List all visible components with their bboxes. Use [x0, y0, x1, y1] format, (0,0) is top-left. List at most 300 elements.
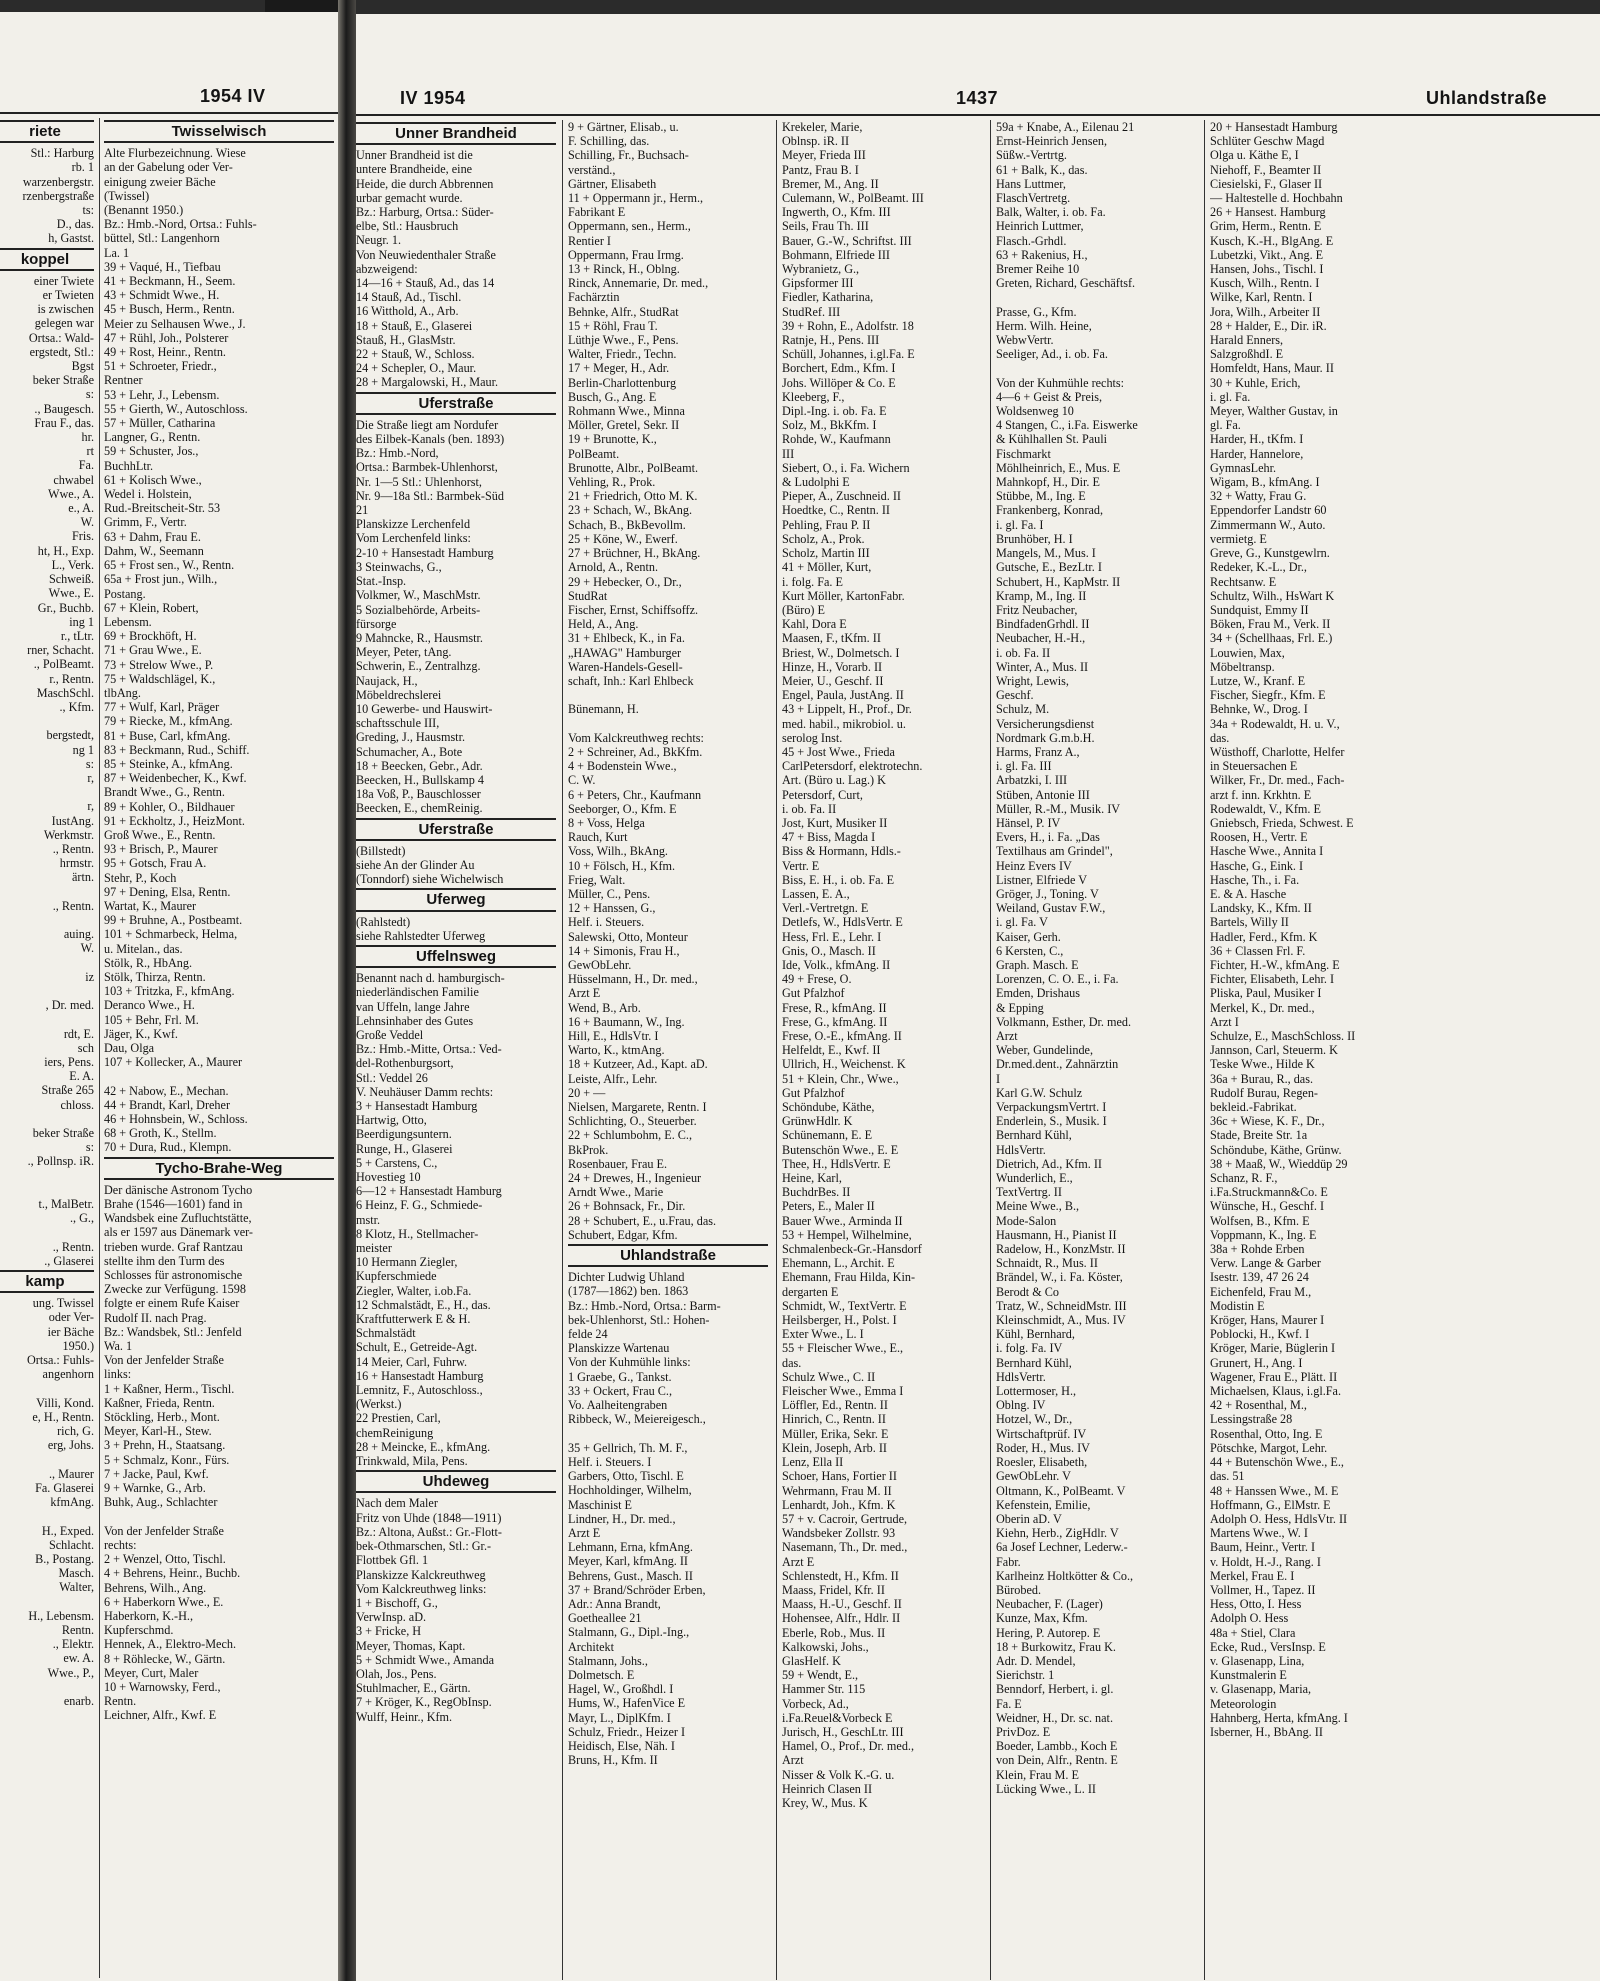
- directory-line: Bz.: Wandsbek, Stl.: Jenfeld: [104, 1324, 242, 1339]
- directory-line: Villi, Kond.: [36, 1395, 94, 1410]
- directory-line: Bz.: Hmb.-Nord,: [356, 446, 439, 461]
- directory-line: Hess, Frl. E., Lehr. I: [782, 929, 882, 944]
- directory-line: Bremer, M., Ang. II: [782, 176, 879, 191]
- directory-line: s:: [85, 1140, 94, 1155]
- directory-line: siehe An der Glinder Au: [356, 857, 475, 872]
- directory-line: Stade, Breite Str. 1a: [1210, 1128, 1308, 1143]
- directory-line: Brändel, W., i. Fa. Köster,: [996, 1270, 1123, 1285]
- directory-line: 73 + Strelow Wwe., P.: [104, 657, 214, 672]
- directory-line: ung. Twissel: [32, 1296, 94, 1311]
- directory-line: i. gl. Fa. V: [996, 915, 1048, 930]
- directory-line: Ortsa.: Fuhls-: [26, 1353, 94, 1368]
- directory-line: Meine Wwe., B.,: [996, 1199, 1080, 1214]
- directory-line: [996, 290, 1196, 304]
- directory-line: Meyer, Walther Gustav, in: [1210, 404, 1338, 419]
- directory-line: Krekeler, Marie,: [782, 120, 863, 134]
- right-page-column-5: [1210, 120, 1410, 1739]
- directory-line: 39 + Rohn, E., Adolfstr. 18: [782, 318, 914, 333]
- directory-line: Hinrich, C., Rentn. II: [782, 1412, 886, 1427]
- directory-line: BuchdrBes. II: [782, 1185, 851, 1200]
- directory-line: Stölk, Thirza, Rentn.: [104, 969, 206, 984]
- directory-line: 57 + Müller, Catharina: [104, 416, 216, 431]
- directory-line: StudRef. III: [782, 304, 841, 319]
- directory-line: 10 Gewerbe- und Hauswirt-: [356, 701, 493, 716]
- directory-line: 14 + Simonis, Frau H.,: [568, 943, 680, 958]
- directory-line: 99 + Bruhne, A., Postbeamt.: [104, 913, 243, 928]
- directory-line: Kalkowski, Johs.,: [782, 1639, 869, 1654]
- directory-line: Hüsselmann, H., Dr. med.,: [568, 972, 698, 987]
- directory-line: Harald Enners,: [1210, 333, 1284, 348]
- directory-line: Oppermann, Frau Irmg.: [568, 247, 684, 262]
- directory-line: C. W.: [568, 773, 596, 788]
- directory-line: Hinze, H., Vorarb. II: [782, 659, 883, 674]
- directory-line: Volkmer, W., MaschMstr.: [356, 588, 481, 603]
- directory-line: IustAng.: [51, 813, 94, 828]
- directory-line: Bz.: Hmb.-Mitte, Ortsa.: Ved-: [356, 1042, 502, 1057]
- directory-line: i. folg. Fa. E: [782, 574, 843, 589]
- directory-line: Lorenzen, C. O. E., i. Fa.: [996, 972, 1119, 987]
- directory-line: Voppmann, K., Ing. E: [1210, 1227, 1317, 1242]
- directory-line: Stalmann, Johs.,: [568, 1653, 648, 1668]
- directory-line: Hill, E., HdlsVtr. I: [568, 1029, 659, 1043]
- directory-line: Der dänische Astronom Tycho: [104, 1182, 253, 1197]
- directory-line: Wend, B., Arb.: [568, 1000, 641, 1015]
- directory-line: Kramp, M., Ing. II: [996, 588, 1087, 603]
- directory-line: [0, 1183, 94, 1197]
- directory-line: [0, 785, 94, 799]
- directory-line: elbe, Stl.: Hausbruch: [356, 219, 459, 234]
- directory-line: Naujack, H.,: [356, 673, 418, 688]
- directory-line: 10 + Warnowsky, Ferd.,: [104, 1679, 221, 1694]
- directory-line: 43 + Schmidt Wwe., H.: [104, 288, 220, 303]
- directory-line: Adolph O. Hess, HdlsVtr. II: [1210, 1511, 1348, 1526]
- directory-line: (Werkst.): [356, 1397, 402, 1412]
- directory-line: Wüsthoff, Charlotte, Helfer: [1210, 744, 1345, 759]
- directory-line: Fiedler, Katharina,: [782, 290, 874, 305]
- directory-line: Planskizze Lerchenfeld: [356, 517, 471, 532]
- directory-line: GewObLehr.: [568, 957, 632, 972]
- directory-line: Klein, Frau M. E: [996, 1767, 1079, 1782]
- directory-line: 7 + Kröger, K., RegObInsp.: [356, 1695, 492, 1710]
- directory-line: 23 + Schach, W., BkAng.: [568, 503, 693, 518]
- directory-line: Roder, H., Mus. IV: [996, 1440, 1090, 1455]
- directory-line: schaft, Inh.: Karl Ehlbeck: [568, 673, 694, 688]
- directory-line: Meyer, Karl, kfmAng. II: [568, 1554, 688, 1569]
- directory-line: Helf. i. Steuers. I: [568, 1454, 652, 1469]
- directory-line: Gärtner, Elisabeth: [568, 176, 657, 191]
- directory-line: PolBeamt.: [568, 446, 620, 461]
- directory-line: Rentn.: [61, 1622, 94, 1637]
- directory-line: Berlin-Charlottenburg: [568, 375, 677, 390]
- directory-line: einer Twiete: [33, 273, 94, 288]
- directory-line: Bünemann, H.: [568, 702, 639, 717]
- directory-line: Ortsa.: Wald-: [28, 330, 94, 345]
- directory-line: Frau F., das.: [34, 415, 94, 430]
- directory-line: auing.: [63, 927, 94, 942]
- directory-line: 59 + Schuster, Jos.,: [104, 444, 199, 459]
- directory-line: Von der Jenfelder Straße: [104, 1523, 224, 1538]
- directory-line: Die Straße liegt am Nordufer: [356, 417, 499, 432]
- directory-line: Buhk, Aug., Schlachter: [104, 1495, 218, 1510]
- directory-line: Heide, die durch Abbrennen: [356, 176, 494, 191]
- directory-line: Balk, Walter, i. ob. Fa.: [996, 205, 1106, 220]
- directory-line: Trinkwald, Mila, Pens.: [356, 1454, 468, 1469]
- directory-line: Harder, Hannelore,: [1210, 446, 1304, 461]
- directory-line: 24 + Schepler, O., Maur.: [356, 361, 477, 376]
- directory-line: Bruns, H., Kfm. II: [568, 1753, 658, 1768]
- directory-line: 18a Voß, P., Bauschlosser: [356, 787, 481, 802]
- directory-line: 39 + Vaqué, H., Tiefbau: [104, 259, 221, 274]
- directory-line: [0, 1680, 94, 1694]
- directory-line: Schmalstädt: [356, 1326, 416, 1341]
- directory-line: 10 + Fölsch, H., Kfm.: [568, 858, 676, 873]
- directory-line: WebwVertr.: [996, 333, 1054, 348]
- directory-line: rner, Schacht.: [27, 643, 94, 658]
- directory-line: Jost, Kurt, Musiker II: [782, 815, 888, 830]
- directory-line: Hagel, W., Großhdl. I: [568, 1682, 674, 1697]
- directory-line: abzweigend:: [356, 261, 418, 276]
- directory-line: dergarten E: [782, 1284, 839, 1299]
- directory-line: e., A.: [68, 501, 94, 516]
- directory-line: Modistin E: [1210, 1298, 1265, 1313]
- left-page-column-2: [104, 118, 334, 1723]
- directory-line: „HAWAG" Hamburger: [568, 645, 682, 660]
- directory-line: Seeliger, Ad., i. ob. Fa.: [996, 347, 1108, 362]
- directory-line: felde 24: [568, 1327, 608, 1342]
- directory-line: Vollmer, H., Tapez. II: [1210, 1582, 1316, 1597]
- directory-line: Teske Wwe., Hilde K: [1210, 1057, 1315, 1072]
- directory-line: Runge, H., Glaserei: [356, 1141, 453, 1156]
- directory-line: 18 + Burkowitz, Frau K.: [996, 1639, 1116, 1654]
- directory-line: [0, 714, 94, 728]
- directory-line: 65 + Frost sen., W., Rentn.: [104, 558, 235, 573]
- directory-line: Arzt: [782, 1753, 804, 1768]
- directory-line: Karlheinz Holtkötter & Co.,: [996, 1568, 1134, 1583]
- directory-line: 42 + Nabow, E., Mechan.: [104, 1083, 229, 1098]
- directory-line: Homfeldt, Hans, Maur. II: [1210, 361, 1334, 376]
- directory-line: Scholz, A., Prok.: [782, 531, 865, 546]
- directory-line: (Rahlstedt): [356, 914, 411, 929]
- directory-line: 51 + Klein, Chr., Wwe.,: [782, 1071, 899, 1086]
- directory-line: 4—6 + Geist & Preis,: [996, 389, 1103, 404]
- directory-line: Fa.: [78, 458, 94, 473]
- directory-line: Schulz Wwe., C. II: [782, 1369, 876, 1384]
- directory-line: Hänsel, P. IV: [996, 815, 1061, 830]
- directory-line: Hammer Str. 115: [782, 1682, 866, 1697]
- directory-line: ., Rentn.: [52, 1239, 94, 1254]
- street-heading: Uferweg: [356, 888, 556, 911]
- directory-line: Arzt E: [782, 1554, 815, 1569]
- directory-line: [0, 1381, 94, 1395]
- directory-line: [104, 1069, 334, 1083]
- directory-line: Jäger, K., Kwf.: [104, 1026, 178, 1041]
- directory-line: bekleid.-Fabrikat.: [1210, 1100, 1297, 1115]
- directory-line: Pieper, A., Zuschneid. II: [782, 489, 901, 504]
- directory-line: del-Rothenburgsort,: [356, 1056, 454, 1071]
- directory-line: 103 + Tritzka, F., kfmAng.: [104, 984, 235, 999]
- directory-line: Groß Wwe., E., Rentn.: [104, 827, 216, 842]
- directory-line: Haberkorn, K.-H.,: [104, 1608, 194, 1623]
- directory-line: 49 + Rost, Heinr., Rentn.: [104, 345, 226, 360]
- directory-line: [104, 1510, 334, 1524]
- directory-line: Wulff, Heinr., Kfm.: [356, 1709, 453, 1724]
- directory-line: 27 + Brüchner, H., BkAng.: [568, 546, 701, 561]
- directory-line: v. Holdt, H.-J., Rang. I: [1210, 1554, 1321, 1569]
- directory-line: Schulz, Friedr., Heizer I: [568, 1724, 686, 1739]
- directory-line: Wagener, Frau E., Plätt. II: [1210, 1369, 1338, 1384]
- directory-line: 1 Graebe, G., Tankst.: [568, 1369, 672, 1384]
- directory-line: stellte ihm den Turm des: [104, 1253, 225, 1268]
- directory-line: Schilling, Fr., Buchsach-: [568, 148, 689, 163]
- directory-line: chwabel: [53, 472, 94, 487]
- directory-line: Wigam, B., kfmAng. I: [1210, 475, 1320, 490]
- directory-line: Brunhöber, H. I: [996, 531, 1073, 546]
- directory-line: Kühl, Bernhard,: [996, 1327, 1075, 1342]
- directory-line: Vehling, R., Prok.: [568, 475, 656, 490]
- directory-line: Kusch, Wilh., Rentn. I: [1210, 276, 1320, 291]
- directory-line: Frese, O.-E., kfmAng. II: [782, 1029, 902, 1043]
- directory-line: (Benannt 1950.): [104, 203, 184, 218]
- directory-line: Bernhard Kühl,: [996, 1355, 1072, 1370]
- directory-line: Müller, Erika, Sekr. E: [782, 1426, 889, 1441]
- directory-line: 105 + Behr, Frl. M.: [104, 1012, 199, 1027]
- directory-line: links:: [104, 1367, 132, 1382]
- directory-line: Bartels, Willy II: [1210, 915, 1289, 930]
- directory-line: Hartwig, Otto,: [356, 1113, 427, 1128]
- directory-line: Schubert, Edgar, Kfm.: [568, 1227, 678, 1242]
- directory-line: Dietrich, Ad., Kfm. II: [996, 1156, 1102, 1171]
- directory-line: 85 + Steinke, A., kfmAng.: [104, 756, 233, 771]
- directory-line: gl. Fa.: [1210, 418, 1241, 433]
- directory-line: Enderlein, S., Musik. I: [996, 1114, 1107, 1129]
- directory-line: Hotzel, W., Dr.,: [996, 1412, 1073, 1427]
- directory-line: D., das.: [56, 217, 94, 232]
- directory-line: Rentner: [104, 373, 143, 388]
- directory-line: 12 + Hanssen, G.,: [568, 901, 656, 916]
- directory-line: Hans Luttmer,: [996, 176, 1066, 191]
- directory-line: 61 + Balk, K., das.: [996, 162, 1088, 177]
- directory-line: tlbAng.: [104, 685, 141, 700]
- street-heading: kamp: [0, 1270, 94, 1293]
- directory-line: rb. 1: [71, 160, 94, 175]
- directory-line: Planskizze Wartenau: [568, 1341, 670, 1356]
- directory-line: 83 + Beckmann, Rud., Schiff.: [104, 742, 250, 757]
- book-gutter: [338, 0, 356, 1981]
- directory-line: Lindner, H., Dr. med.,: [568, 1511, 676, 1526]
- directory-line: hrmstr.: [59, 856, 94, 871]
- directory-line: Gniebsch, Frieda, Schwest. E: [1210, 815, 1354, 830]
- directory-line: Dau, Olga: [104, 1041, 155, 1055]
- directory-line: [0, 1509, 94, 1523]
- directory-line: Bz.: Altona, Außst.: Gr.-Flott-: [356, 1524, 502, 1539]
- directory-line: urbar gemacht wurde.: [356, 190, 463, 205]
- directory-line: Stöckling, Herb., Mont.: [104, 1410, 220, 1425]
- directory-line: HdlsVertr.: [996, 1142, 1046, 1157]
- directory-line: s:: [85, 756, 94, 771]
- directory-line: 4 Stangen, C., i.Fa. Eiswerke: [996, 418, 1138, 433]
- directory-line: Nach dem Maler: [356, 1496, 438, 1511]
- directory-line: Verw. Lange & Garber: [1210, 1256, 1321, 1271]
- directory-line: StudRat: [568, 588, 608, 603]
- directory-line: Schöndube, Käthe,: [782, 1100, 875, 1115]
- directory-line: 45 + Jost Wwe., Frieda: [782, 744, 895, 759]
- directory-line: v. Glasenapp, Maria,: [1210, 1682, 1312, 1697]
- directory-line: 16 + Baumann, W., Ing.: [568, 1014, 685, 1029]
- directory-line: Kiehn, Herb., ZigHdlr. V: [996, 1526, 1119, 1541]
- directory-line: BkProk.: [568, 1142, 609, 1157]
- directory-line: Alte Flurbezeichnung. Wiese: [104, 146, 246, 161]
- directory-line: 68 + Groth, K., Stellm.: [104, 1126, 217, 1141]
- header-rule: [356, 114, 1600, 116]
- directory-line: 70 + Dura, Rud., Klempn.: [104, 1140, 232, 1155]
- directory-line: Schubert, H., KapMstr. II: [996, 574, 1121, 589]
- directory-line: Fa. E: [996, 1696, 1022, 1711]
- directory-line: E. A.: [69, 1069, 94, 1084]
- directory-line: [0, 1595, 94, 1609]
- directory-line: Meyer, Karl-H., Stew.: [104, 1424, 212, 1439]
- directory-line: Wartat, K., Maurer: [104, 898, 197, 913]
- directory-line: Wwe., A.: [47, 486, 94, 501]
- directory-line: ., G.,: [69, 1211, 94, 1226]
- directory-line: 91 + Eckholtz, J., HeizMont.: [104, 813, 245, 828]
- directory-line: Goetheallee 21: [568, 1611, 642, 1626]
- directory-line: 61 + Kolisch Wwe.,: [104, 472, 202, 487]
- directory-line: Hoedtke, C., Rentn. II: [782, 503, 890, 518]
- directory-line: Müller, C., Pens.: [568, 886, 651, 901]
- directory-line: Engel, Paula, JustAng. II: [782, 688, 904, 703]
- directory-line: ., Rentn.: [52, 898, 94, 913]
- directory-line: [0, 956, 94, 970]
- directory-line: Rentier I: [568, 233, 611, 248]
- directory-line: 36a + Burau, R., das.: [1210, 1071, 1314, 1086]
- directory-line: [0, 1169, 94, 1183]
- column-rule: [776, 120, 777, 1980]
- directory-line: 43 + Lippelt, H., Prof., Dr.: [782, 702, 912, 717]
- directory-line: Adr. D. Mendel,: [996, 1653, 1076, 1668]
- directory-line: Salewski, Otto, Monteur: [568, 929, 688, 944]
- directory-line: Martens Wwe., W. I: [1210, 1526, 1308, 1541]
- directory-line: Harms, Franz A.,: [996, 744, 1080, 759]
- street-heading: Uffelnsweg: [356, 945, 556, 968]
- directory-line: Böken, Frau M., Verk. II: [1210, 617, 1331, 632]
- directory-line: Verl.-Vertretgn. E: [782, 901, 869, 916]
- directory-line: Winter, A., Mus. II: [996, 659, 1089, 674]
- directory-line: 48a + Stiel, Clara: [1210, 1625, 1296, 1640]
- directory-line: ., Elektr.: [52, 1637, 94, 1652]
- directory-line: Lenz, Ella II: [782, 1455, 844, 1470]
- directory-line: Olga u. Käthe E, I: [1210, 148, 1299, 163]
- directory-line: 45 + Busch, Herm., Rentn.: [104, 302, 235, 317]
- directory-line: Butenschön Wwe., E. E: [782, 1142, 899, 1157]
- left-page-column-1: [0, 118, 94, 1708]
- directory-line: Klein, Joseph, Arb. II: [782, 1440, 887, 1455]
- directory-line: med. habil., mikrobiol. u.: [782, 716, 906, 731]
- directory-line: Große Veddel: [356, 1027, 424, 1042]
- directory-line: & Kühlhallen St. Pauli: [996, 432, 1108, 447]
- directory-line: Biss & Hormann, Hdls.-: [782, 844, 901, 859]
- directory-line: Mayr, L., DiplKfm. I: [568, 1710, 671, 1725]
- directory-line: bek-Othmarschen, Stl.: Gr.-: [356, 1539, 492, 1554]
- directory-line: 16 Witthold, A., Arb.: [356, 304, 459, 319]
- directory-line: Lottermoser, H.,: [996, 1384, 1077, 1399]
- directory-line: Ortsa.: Barmbek-Uhlenhorst,: [356, 460, 498, 475]
- directory-line: 31 + Ehlbeck, K., in Fa.: [568, 631, 685, 646]
- directory-line: 44 + Brandt, Karl, Dreher: [104, 1097, 230, 1112]
- directory-line: Fabr.: [996, 1554, 1021, 1569]
- directory-line: Schwerin, E., Zentralhzg.: [356, 659, 481, 674]
- directory-line: das.: [782, 1355, 802, 1370]
- directory-line: i. folg. Fa. IV: [996, 1341, 1063, 1356]
- directory-line: Bohmann, Elfriede III: [782, 247, 890, 262]
- directory-line: Merkel, K., Dr. med.,: [1210, 1000, 1315, 1015]
- directory-line: Fischer, Ernst, Schiffsoffz.: [568, 602, 699, 617]
- directory-line: Ribbeck, W., Meiereigesch.,: [568, 1412, 706, 1427]
- directory-line: BuchhLtr.: [104, 458, 154, 473]
- right-page-label: IV 1954: [400, 88, 466, 108]
- directory-line: Pehling, Frau P. II: [782, 517, 871, 532]
- directory-line: Masch.: [58, 1566, 94, 1581]
- directory-line: Beerdigungsuntern.: [356, 1127, 452, 1142]
- directory-line: Oppermann, sen., Herm.,: [568, 219, 691, 234]
- directory-line: des Eilbek-Kanals (ben. 1893): [356, 432, 505, 447]
- directory-line: Möbeldrechslerei: [356, 687, 442, 702]
- directory-line: Boeder, Lambb., Koch E: [996, 1739, 1118, 1754]
- directory-line: Bz.: Hmb.-Nord, Ortsa.: Fuhls-: [104, 217, 257, 232]
- directory-line: Isberner, H., BbAng. II: [1210, 1724, 1323, 1739]
- directory-line: 9 Mahncke, R., Hausmstr.: [356, 630, 483, 645]
- directory-line: Lemnitz, F., Autoschloss.,: [356, 1383, 483, 1398]
- directory-line: La. 1: [104, 245, 130, 260]
- directory-line: 9 + Warnke, G., Arb.: [104, 1481, 206, 1496]
- directory-line: Garbers, Otto, Tischl. E: [568, 1469, 684, 1484]
- directory-line: Olah, Jos., Pens.: [356, 1666, 437, 1681]
- directory-line: Seeborger, O., Kfm. E: [568, 801, 677, 816]
- directory-line: i. ob. Fa. II: [996, 645, 1051, 660]
- directory-line: Wolfsen, B., Kfm. E: [1210, 1213, 1310, 1228]
- directory-line: Wwe., E.: [48, 586, 94, 601]
- directory-line: Gut Pfalzhof: [782, 1085, 845, 1100]
- directory-line: Rudolf II. nach Prag.: [104, 1310, 207, 1325]
- directory-line: Gut Pfalzhof: [782, 986, 845, 1001]
- left-page: [0, 12, 338, 1981]
- directory-line: iz: [85, 969, 94, 984]
- directory-line: oder Ver-: [48, 1310, 94, 1325]
- directory-line: rechts:: [104, 1537, 137, 1552]
- directory-line: 10 Hermann Ziegler,: [356, 1255, 458, 1270]
- directory-line: ew. A.: [63, 1651, 94, 1666]
- directory-line: Busch, G., Ang. E: [568, 389, 657, 404]
- directory-line: Rohde, W., Kaufmann: [782, 432, 891, 447]
- directory-line: Leiste, Alfr., Lehr.: [568, 1071, 658, 1086]
- directory-line: 16 + Hansestadt Hamburg: [356, 1368, 484, 1383]
- directory-line: Briest, W., Dolmetsch. I: [782, 645, 900, 660]
- right-page-column-1: [356, 120, 556, 1724]
- directory-line: 93 + Brisch, P., Maurer: [104, 842, 218, 857]
- directory-line: Fachärztin: [568, 290, 620, 305]
- directory-line: Lehnsinhaber des Gutes: [356, 1013, 474, 1028]
- directory-line: Hansen, Johs., Tischl. I: [1210, 262, 1324, 277]
- directory-line: 6 Kersten, C.,: [996, 943, 1064, 958]
- directory-line: PrivDoz. E: [996, 1724, 1051, 1739]
- directory-line: Listner, Elfriede V: [996, 872, 1088, 887]
- directory-line: 59 + Wendt, E.,: [782, 1668, 859, 1683]
- directory-line: Fa. Glaserei: [35, 1480, 94, 1495]
- directory-line: Prasse, G., Kfm.: [996, 304, 1077, 319]
- directory-line: Jannson, Carl, Steuerm. K: [1210, 1043, 1338, 1058]
- directory-line: 15 + Röhl, Frau T.: [568, 318, 658, 333]
- directory-line: Held, A., Ang.: [568, 617, 639, 632]
- directory-line: Postang.: [104, 586, 146, 601]
